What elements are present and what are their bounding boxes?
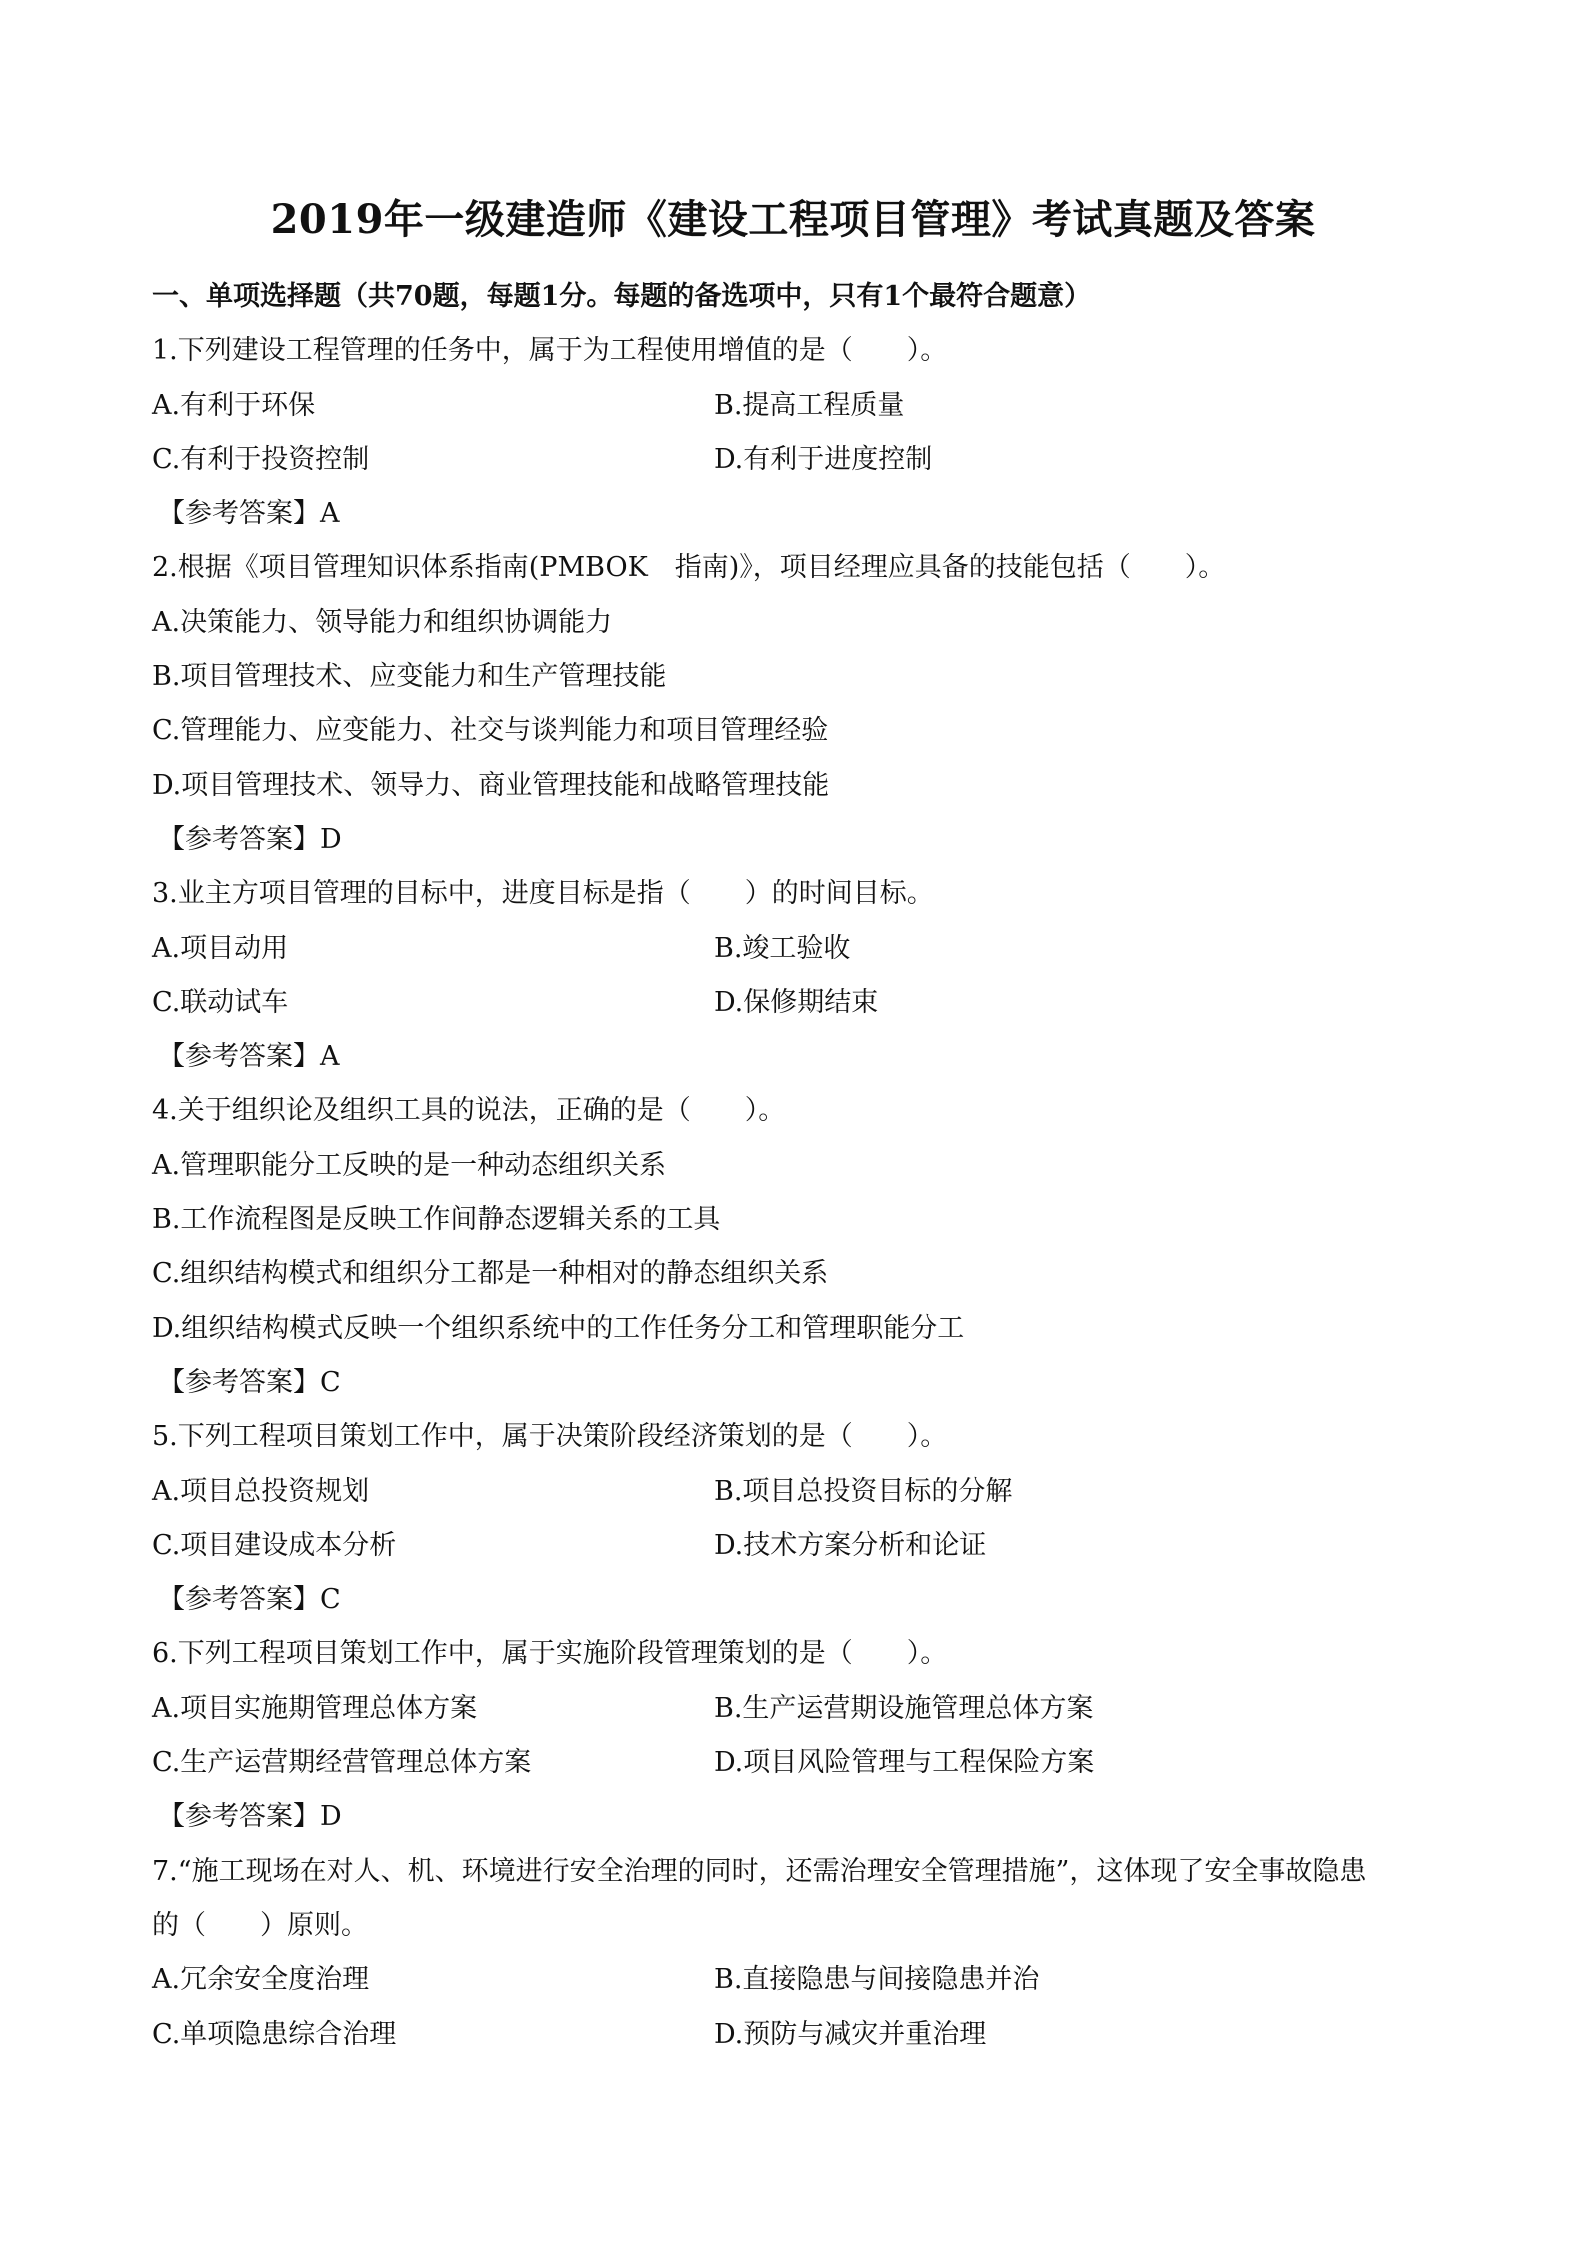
question-2-stem: 2.根据《项目管理知识体系指南(PMBOK 指南)》，项目经理应具备的技能包括（ ）。: [152, 552, 1226, 584]
document-title: 2019年一级建造师《建设工程项目管理》考试真题及答案: [270, 196, 1316, 243]
question-6-option-a: A.项目实施期管理总体方案: [152, 1692, 478, 1724]
question-7-options-row-2: [152, 2008, 1442, 2062]
question-6-options-row-2: [152, 1736, 1442, 1790]
question-4-option-d: D.组织结构模式反映一个组织系统中的工作任务分工和管理职能分工: [152, 1312, 965, 1344]
question-4-option-a: A.管理职能分工反映的是一种动态组织关系: [152, 1149, 667, 1181]
question-3-option-d: D.保修期结束: [714, 986, 879, 1018]
question-6-option-c: C.生产运营期经营管理总体方案: [152, 1747, 532, 1779]
question-5-option-a: A.项目总投资规划: [152, 1475, 370, 1507]
question-3-option-c: C.联动试车: [152, 986, 289, 1018]
question-5-option-b: B.项目总投资目标的分解: [714, 1475, 1013, 1507]
question-1-option-d: D.有利于进度控制: [714, 443, 933, 475]
question-5-options-row-2: [152, 1519, 1442, 1573]
question-7-option-a: A.冗余安全度治理: [152, 1964, 370, 1996]
question-5-answer: 【参考答案】C: [158, 1584, 341, 1616]
question-1-stem: 1.下列建设工程管理的任务中，属于为工程使用增值的是（ ）。: [152, 335, 948, 367]
question-3-answer: 【参考答案】A: [158, 1041, 340, 1073]
question-4-option-c: C.组织结构模式和组织分工都是一种相对的静态组织关系: [152, 1258, 829, 1290]
question-5-option-c: C.项目建设成本分析: [152, 1529, 397, 1561]
question-2-option-b: B.项目管理技术、应变能力和生产管理技能: [152, 661, 667, 693]
document-body: [152, 270, 1442, 2062]
question-6-stem: 6.下列工程项目策划工作中，属于实施阶段管理策划的是（ ）。: [152, 1638, 948, 1670]
question-3-stem: 3.业主方项目管理的目标中，进度目标是指（ ）的时间目标。: [152, 878, 934, 910]
question-1-option-b: B.提高工程质量: [714, 389, 905, 421]
question-2-answer: 【参考答案】D: [158, 823, 342, 855]
question-1-option-a: A.有利于环保: [152, 389, 316, 421]
question-6-options-row-1: [152, 1682, 1442, 1736]
question-7-option-b: B.直接隐患与间接隐患并治: [714, 1964, 1040, 1996]
question-1-options-row-2: [152, 433, 1442, 487]
section-heading: 一、单项选择题（共70题，每题1分。每题的备选项中，只有1个最符合题意）: [152, 281, 1092, 312]
question-1-answer: 【参考答案】A: [158, 498, 340, 530]
question-7-stem-line-1: 7.“施工现场在对人、机、环境进行安全治理的同时，还需治理安全管理措施”，这体现了安全事故隐患: [152, 1855, 1367, 1887]
question-2-option-a: A.决策能力、领导能力和组织协调能力: [152, 606, 613, 638]
question-3-options-row-2: [152, 976, 1442, 1030]
question-7-option-c: C.单项隐患综合治理: [152, 2018, 397, 2050]
question-5-option-d: D.技术方案分析和论证: [714, 1529, 987, 1561]
question-3-option-a: A.项目动用: [152, 932, 289, 964]
question-2-option-c: C.管理能力、应变能力、社交与谈判能力和项目管理经验: [152, 715, 829, 747]
question-7-stem-line-2: 的（ ）原则。: [152, 1909, 368, 1941]
question-3-option-b: B.竣工验收: [714, 932, 851, 964]
question-4-option-b: B.工作流程图是反映工作间静态逻辑关系的工具: [152, 1204, 721, 1236]
question-3-options-row-1: [152, 922, 1442, 976]
question-6-option-d: D.项目风险管理与工程保险方案: [714, 1747, 1095, 1779]
question-4-stem: 4.关于组织论及组织工具的说法，正确的是（ ）。: [152, 1095, 786, 1127]
question-6-answer: 【参考答案】D: [158, 1801, 342, 1833]
question-1-options-row-1: [152, 379, 1442, 433]
question-7-option-d: D.预防与减灾并重治理: [714, 2018, 987, 2050]
question-2-option-d: D.项目管理技术、领导力、商业管理技能和战略管理技能: [152, 769, 830, 801]
question-5-options-row-1: [152, 1465, 1442, 1519]
question-7-options-row-1: [152, 1953, 1442, 2007]
question-4-answer: 【参考答案】C: [158, 1366, 341, 1398]
question-5-stem: 5.下列工程项目策划工作中，属于决策阶段经济策划的是（ ）。: [152, 1421, 948, 1453]
question-1-option-c: C.有利于投资控制: [152, 443, 370, 475]
question-6-option-b: B.生产运营期设施管理总体方案: [714, 1692, 1094, 1724]
